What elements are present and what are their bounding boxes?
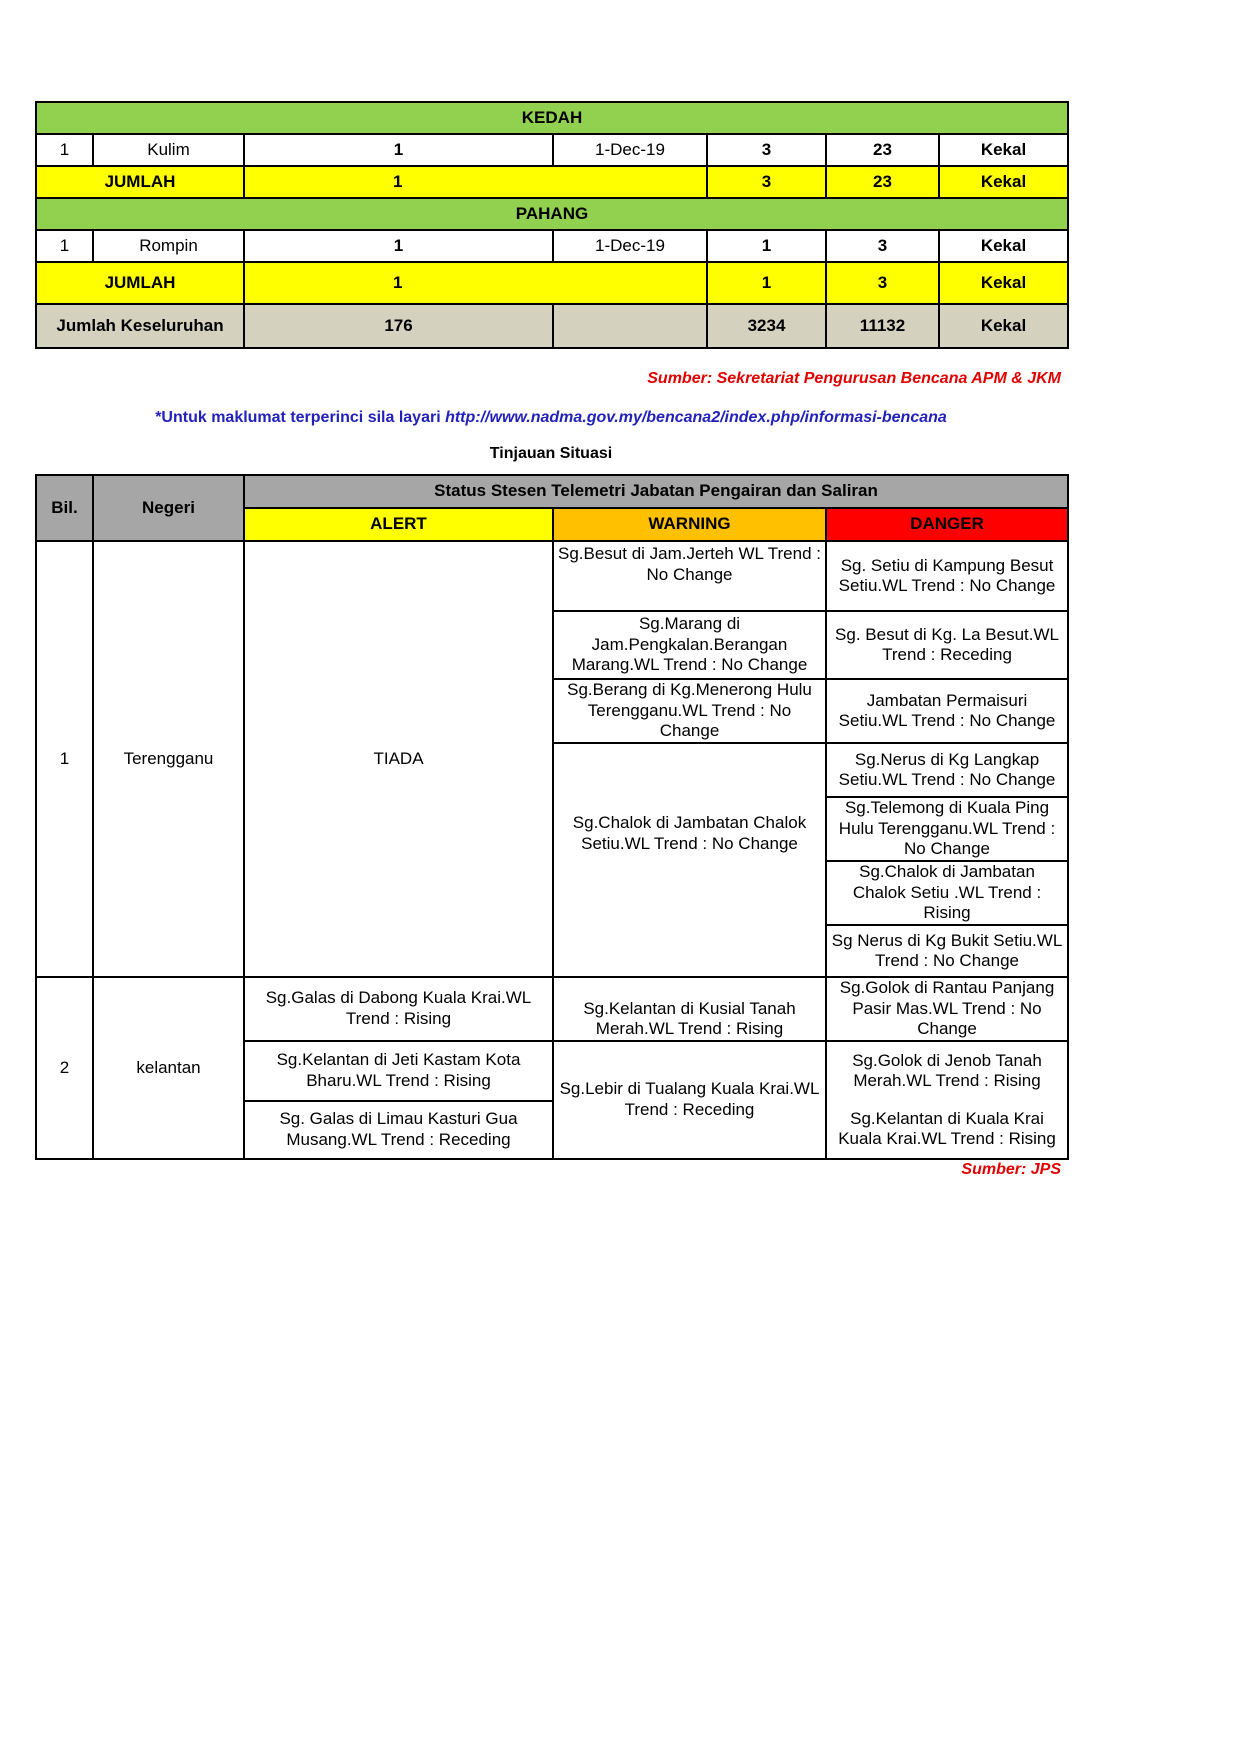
header-danger: DANGER	[826, 508, 1068, 541]
warning-station: Sg.Berang di Kg.Menerong Hulu Terengganu.WL Trend : No Change	[553, 679, 826, 743]
state-header-pahang: PAHANG	[36, 198, 1068, 230]
alert-station: Sg.Kelantan di Jeti Kastam Kota Bharu.WL Trend : Rising	[244, 1041, 553, 1101]
grand-total-label: Jumlah Keseluruhan	[36, 304, 244, 348]
header-status: Status Stesen Telemetri Jabatan Pengairan dan Saliran	[244, 475, 1068, 508]
total-row	[36, 262, 1068, 304]
section-title: Tinjauan Situasi	[489, 445, 613, 462]
total-families: 1	[707, 262, 826, 304]
total-pps: 1	[244, 262, 707, 304]
danger-station: Sg.Kelantan di Kuala Krai Kuala Krai.WL Trend : Rising	[826, 1101, 1068, 1159]
status: Kekal	[939, 134, 1068, 166]
victims: 23	[826, 134, 939, 166]
row-no: 1	[36, 541, 93, 977]
total-status: Kekal	[939, 166, 1068, 198]
danger-station: Sg.Golok di Jenob Tanah Merah.WL Trend : Rising	[826, 1041, 1068, 1101]
state-header-kedah: KEDAH	[36, 102, 1068, 134]
state-name: kelantan	[93, 977, 244, 1159]
state-header-row	[36, 102, 1068, 134]
source-apm-jkm: Sumber: Sekretariat Pengurusan Bencana APM & JKM	[647, 370, 1061, 387]
warning-station: Sg.Chalok di Jambatan Chalok Setiu.WL Trend : No Change	[553, 743, 826, 977]
total-label: JUMLAH	[36, 166, 244, 198]
grand-total-pps: 176	[244, 304, 553, 348]
row-no: 1	[36, 230, 93, 262]
grand-total-victims: 11132	[826, 304, 939, 348]
table-row	[36, 230, 1068, 262]
info-note-prefix: *Untuk maklumat terperinci sila layari	[155, 409, 446, 426]
pps-count: 1	[244, 230, 553, 262]
victims: 3	[826, 230, 939, 262]
alert-station: Sg.Galas di Dabong Kuala Krai.WL Trend : Rising	[244, 977, 553, 1041]
source-jps: Sumber: JPS	[961, 1161, 1061, 1178]
danger-station: Sg.Telemong di Kuala Ping Hulu Terengganu.WL Trend : No Change	[826, 797, 1068, 861]
danger-station: Sg. Setiu di Kampung Besut Setiu.WL Trend : No Change	[826, 541, 1068, 611]
danger-station: Sg Nerus di Kg Bukit Setiu.WL Trend : No Change	[826, 925, 1068, 977]
alert-station: Sg. Galas di Limau Kasturi Gua Musang.WL Trend : Receding	[244, 1101, 553, 1159]
families: 1	[707, 230, 826, 262]
total-status: Kekal	[939, 262, 1068, 304]
total-pps: 1	[244, 166, 707, 198]
warning-station: Sg.Besut di Jam.Jerteh WL Trend : No Change	[553, 541, 826, 611]
total-families: 3	[707, 166, 826, 198]
total-victims: 23	[826, 166, 939, 198]
pps-count: 1	[244, 134, 553, 166]
header-warning: WARNING	[553, 508, 826, 541]
table-row	[36, 541, 1068, 611]
danger-station: Sg. Besut di Kg. La Besut.WL Trend : Receding	[826, 611, 1068, 679]
telemetry-status-table	[35, 474, 1069, 1160]
grand-total-families: 3234	[707, 304, 826, 348]
date: 1-Dec-19	[553, 230, 707, 262]
header-negeri: Negeri	[93, 475, 244, 541]
danger-station: Sg.Chalok di Jambatan Chalok Setiu .WL Trend : Rising	[826, 861, 1068, 925]
total-victims: 3	[826, 262, 939, 304]
danger-station: Sg.Nerus di Kg Langkap Setiu.WL Trend : No Change	[826, 743, 1068, 797]
total-label: JUMLAH	[36, 262, 244, 304]
total-row	[36, 166, 1068, 198]
date: 1-Dec-19	[553, 134, 707, 166]
state-name: Terengganu	[93, 541, 244, 977]
row-no: 2	[36, 977, 93, 1159]
table-row	[36, 134, 1068, 166]
grand-total-empty	[553, 304, 707, 348]
warning-station: Sg.Lebir di Tualang Kuala Krai.WL Trend : Receding	[553, 1041, 826, 1159]
danger-station: Jambatan Permaisuri Setiu.WL Trend : No Change	[826, 679, 1068, 743]
grand-total-status: Kekal	[939, 304, 1068, 348]
warning-station: Sg.Marang di Jam.Pengkalan.Berangan Marang.WL Trend : No Change	[553, 611, 826, 679]
district: Kulim	[93, 134, 244, 166]
warning-station: Sg.Kelantan di Kusial Tanah Merah.WL Trend : Rising	[553, 977, 826, 1041]
info-note	[0, 409, 1102, 427]
danger-station: Sg.Golok di Rantau Panjang Pasir Mas.WL Trend : No Change	[826, 977, 1068, 1041]
table-row	[36, 977, 1068, 1041]
row-no: 1	[36, 134, 93, 166]
grand-total-row	[36, 304, 1068, 348]
status: Kekal	[939, 230, 1068, 262]
info-link[interactable]: http://www.nadma.gov.my/bencana2/index.php/informasi-bencana	[445, 409, 947, 426]
header-alert: ALERT	[244, 508, 553, 541]
header-bil: Bil.	[36, 475, 93, 541]
state-header-row	[36, 198, 1068, 230]
alert-stations: TIADA	[244, 541, 553, 977]
flood-summary-table	[35, 101, 1069, 349]
district: Rompin	[93, 230, 244, 262]
families: 3	[707, 134, 826, 166]
